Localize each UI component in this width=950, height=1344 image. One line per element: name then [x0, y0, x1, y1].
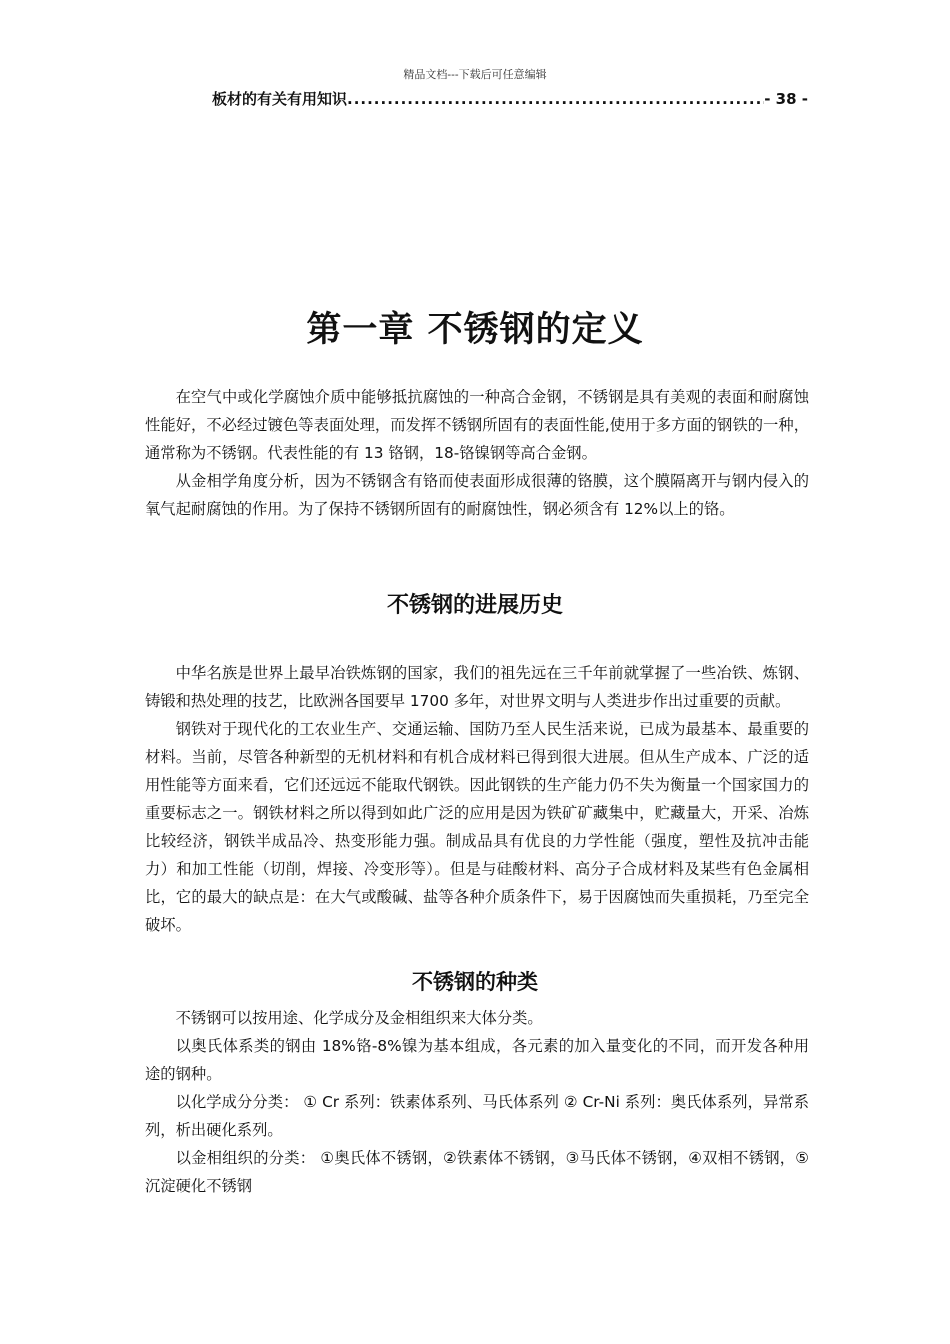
paragraph: 在空气中或化学腐蚀介质中能够抵抗腐蚀的一种高合金钢，不锈钢是具有美观的表面和耐腐蚀性能好，不必经过镀色等表面处理，而发挥不锈钢所固有的表面性能,使用于多方面的钢铁的一种，通常称为不锈钢。代表性能的有 13 铬钢，18-铬镍钢等高合金钢。 — [145, 388, 809, 462]
header-note: 精品文档---下载后可任意编辑 — [403, 68, 547, 81]
paragraph: 钢铁对于现代化的工农业生产、交通运输、国防乃至人民生活来说，已成为最基本、最重要的材料。当前，尽管各种新型的无机材料和有机合成材料已得到很大进展。但从生产成本、广泛的适用性能等方面来看，它们还远远不能取代钢铁。因此钢铁的生产能力仍不失为衡量一个国家国力的重要标志之一。钢铁材料之所以得到如此广泛的应用是因为铁矿矿藏集中，贮藏量大，开采、冶炼比较经济，钢铁半成品冷、热变形能力强。制成品具有优良的力学性能（强度，塑性及抗冲击能力）和加工性能（切削，焊接、冷变形等）。但是与硅酸材料、高分子合成材料及某些有色金属相比，它的最大的缺点是：在大气或酸碱、盐等各种介质条件下，易于因腐蚀而失重损耗，乃至完全破坏。 — [145, 720, 809, 934]
chapter-title: 第一章 不锈钢的定义 — [306, 310, 644, 350]
paragraph: 中华名族是世界上最早冶铁炼钢的国家，我们的祖先远在三千年前就掌握了一些冶铁、炼钢、铸锻和热处理的技艺，比欧洲各国要早 1700 多年，对世界文明与人类进步作出过重要的贡献。 — [145, 664, 809, 710]
paragraph: 以化学成分分类： ① Cr 系列：铁素体系列、马氏体系列 ② Cr-Ni 系列：奥氏体系列，异常系列，析出硬化系列。 — [145, 1093, 809, 1139]
section-title-history: 不锈钢的进展历史 — [386, 593, 563, 618]
toc-page-number: - 38 - — [764, 90, 808, 108]
paragraph: 以金相组织的分类： ①奥氏体不锈钢，②铁素体不锈钢，③马氏体不锈钢，④双相不锈钢，⑤沉淀硬化不锈钢 — [145, 1149, 809, 1195]
types-body — [145, 1004, 809, 1200]
paragraph: 从金相学角度分析，因为不锈钢含有铬而使表面形成很薄的铬膜，这个膜隔离开与钢内侵入的氧气起耐腐蚀的作用。为了保持不锈钢所固有的耐腐蚀性，钢必须含有 12%以上的铬。 — [145, 472, 809, 518]
toc-entry-title: 板材的有关有用知识 — [212, 90, 348, 108]
toc-leader-dots — [347, 90, 764, 108]
paragraph: 以奥氏体系类的钢由 18%铬-8%镍为基本组成，各元素的加入量变化的不同，而开发各种用途的钢种。 — [145, 1037, 809, 1083]
toc-entry[interactable] — [212, 88, 808, 109]
paragraph: 不锈钢可以按用途、化学成分及金相组织来大体分类。 — [175, 1009, 543, 1027]
section-title-types: 不锈钢的种类 — [412, 970, 538, 994]
history-body — [145, 659, 809, 939]
chapter-body — [145, 383, 809, 523]
